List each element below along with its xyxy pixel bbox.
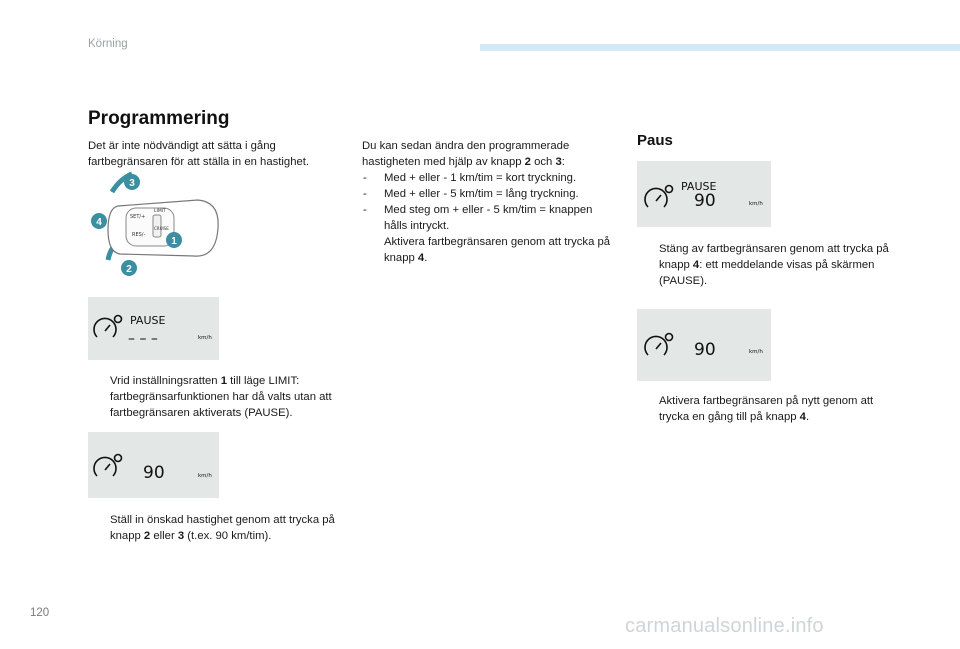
- speedometer-icon: [645, 186, 673, 208]
- speedometer-icon: [94, 455, 122, 477]
- callout-3: [124, 174, 140, 190]
- lcd-speed-90-a: [88, 432, 219, 498]
- lcd-pause-90: [637, 161, 771, 227]
- list-item: - Med + eller - 5 km/tim = lång tryckning.: [363, 188, 579, 200]
- unit-label: km/h: [749, 349, 763, 355]
- speed-readout: 90: [694, 191, 716, 211]
- svg-text:4: 4: [96, 217, 102, 228]
- watermark[interactable]: carmanualsonline.info: [625, 615, 824, 637]
- adjust-list: [362, 170, 612, 234]
- limit-label: LIMIT: [154, 209, 166, 214]
- pause-label: PAUSE: [130, 314, 166, 327]
- section-title-pause: Paus: [637, 132, 673, 149]
- unit-label: km/h: [198, 473, 212, 479]
- callout-4: [91, 213, 107, 229]
- stalk-illustration: [88, 168, 223, 283]
- svg-text:3: 3: [129, 178, 135, 189]
- pause-label: PAUSE: [681, 180, 717, 193]
- intro-text: Det är inte nödvändigt att sätta i gång fartbegränsaren för att ställa in en hastighet.: [88, 140, 310, 168]
- step-pause: Stäng av fartbegränsaren genom att trycka på knapp 4: ett meddelande visas på skärmen (PAUSE).: [659, 243, 889, 287]
- step-select-limit: Vrid inställningsratten 1 till läge LIMIT: fartbegränsarfunktionen har då valts utan att fartbegränsaren aktiverats (PAUSE).: [110, 375, 332, 419]
- page-number: 120: [30, 607, 50, 619]
- speedometer-icon: [94, 316, 122, 338]
- speed-readout: 90: [694, 340, 716, 360]
- step-reactivate: Aktivera fartbegränsaren på nytt genom att trycka en gång till på knapp 4.: [659, 395, 874, 423]
- dashes-readout: – – –: [128, 331, 158, 347]
- unit-label: km/h: [749, 201, 763, 207]
- step-activate: Aktivera fartbegränsaren genom att trycka på knapp 4.: [384, 236, 611, 264]
- list-item: - Med + eller - 1 km/tim = kort tryckning.: [363, 172, 577, 184]
- step-set-speed: Ställ in önskad hastighet genom att trycka på knapp 2 eller 3 (t.ex. 90 km/tim).: [110, 514, 335, 542]
- speedometer-icon: [645, 334, 673, 356]
- lcd-pause-dashes: [88, 297, 219, 360]
- callout-2: [121, 260, 137, 276]
- speed-readout: 90: [143, 463, 165, 483]
- svg-text:1: 1: [171, 236, 177, 247]
- header-bar: [480, 44, 960, 51]
- svg-text:2: 2: [126, 264, 132, 275]
- cruise-label: CRUISE: [154, 226, 169, 231]
- change-speed-text: Du kan sedan ändra den programmerade hastigheten med hjälp av knapp 2 och 3:: [362, 140, 570, 168]
- set-label: SET/+: [130, 214, 146, 220]
- list-item: - Med steg om + eller - 5 km/tim = knappen hålls intryckt.: [363, 204, 593, 232]
- page-title: Programmering: [88, 108, 230, 129]
- section-label: Körning: [88, 38, 128, 50]
- unit-label: km/h: [198, 335, 212, 341]
- res-label: RES/-: [132, 232, 146, 238]
- callout-1: [166, 232, 182, 248]
- lcd-speed-90-b: [637, 309, 771, 381]
